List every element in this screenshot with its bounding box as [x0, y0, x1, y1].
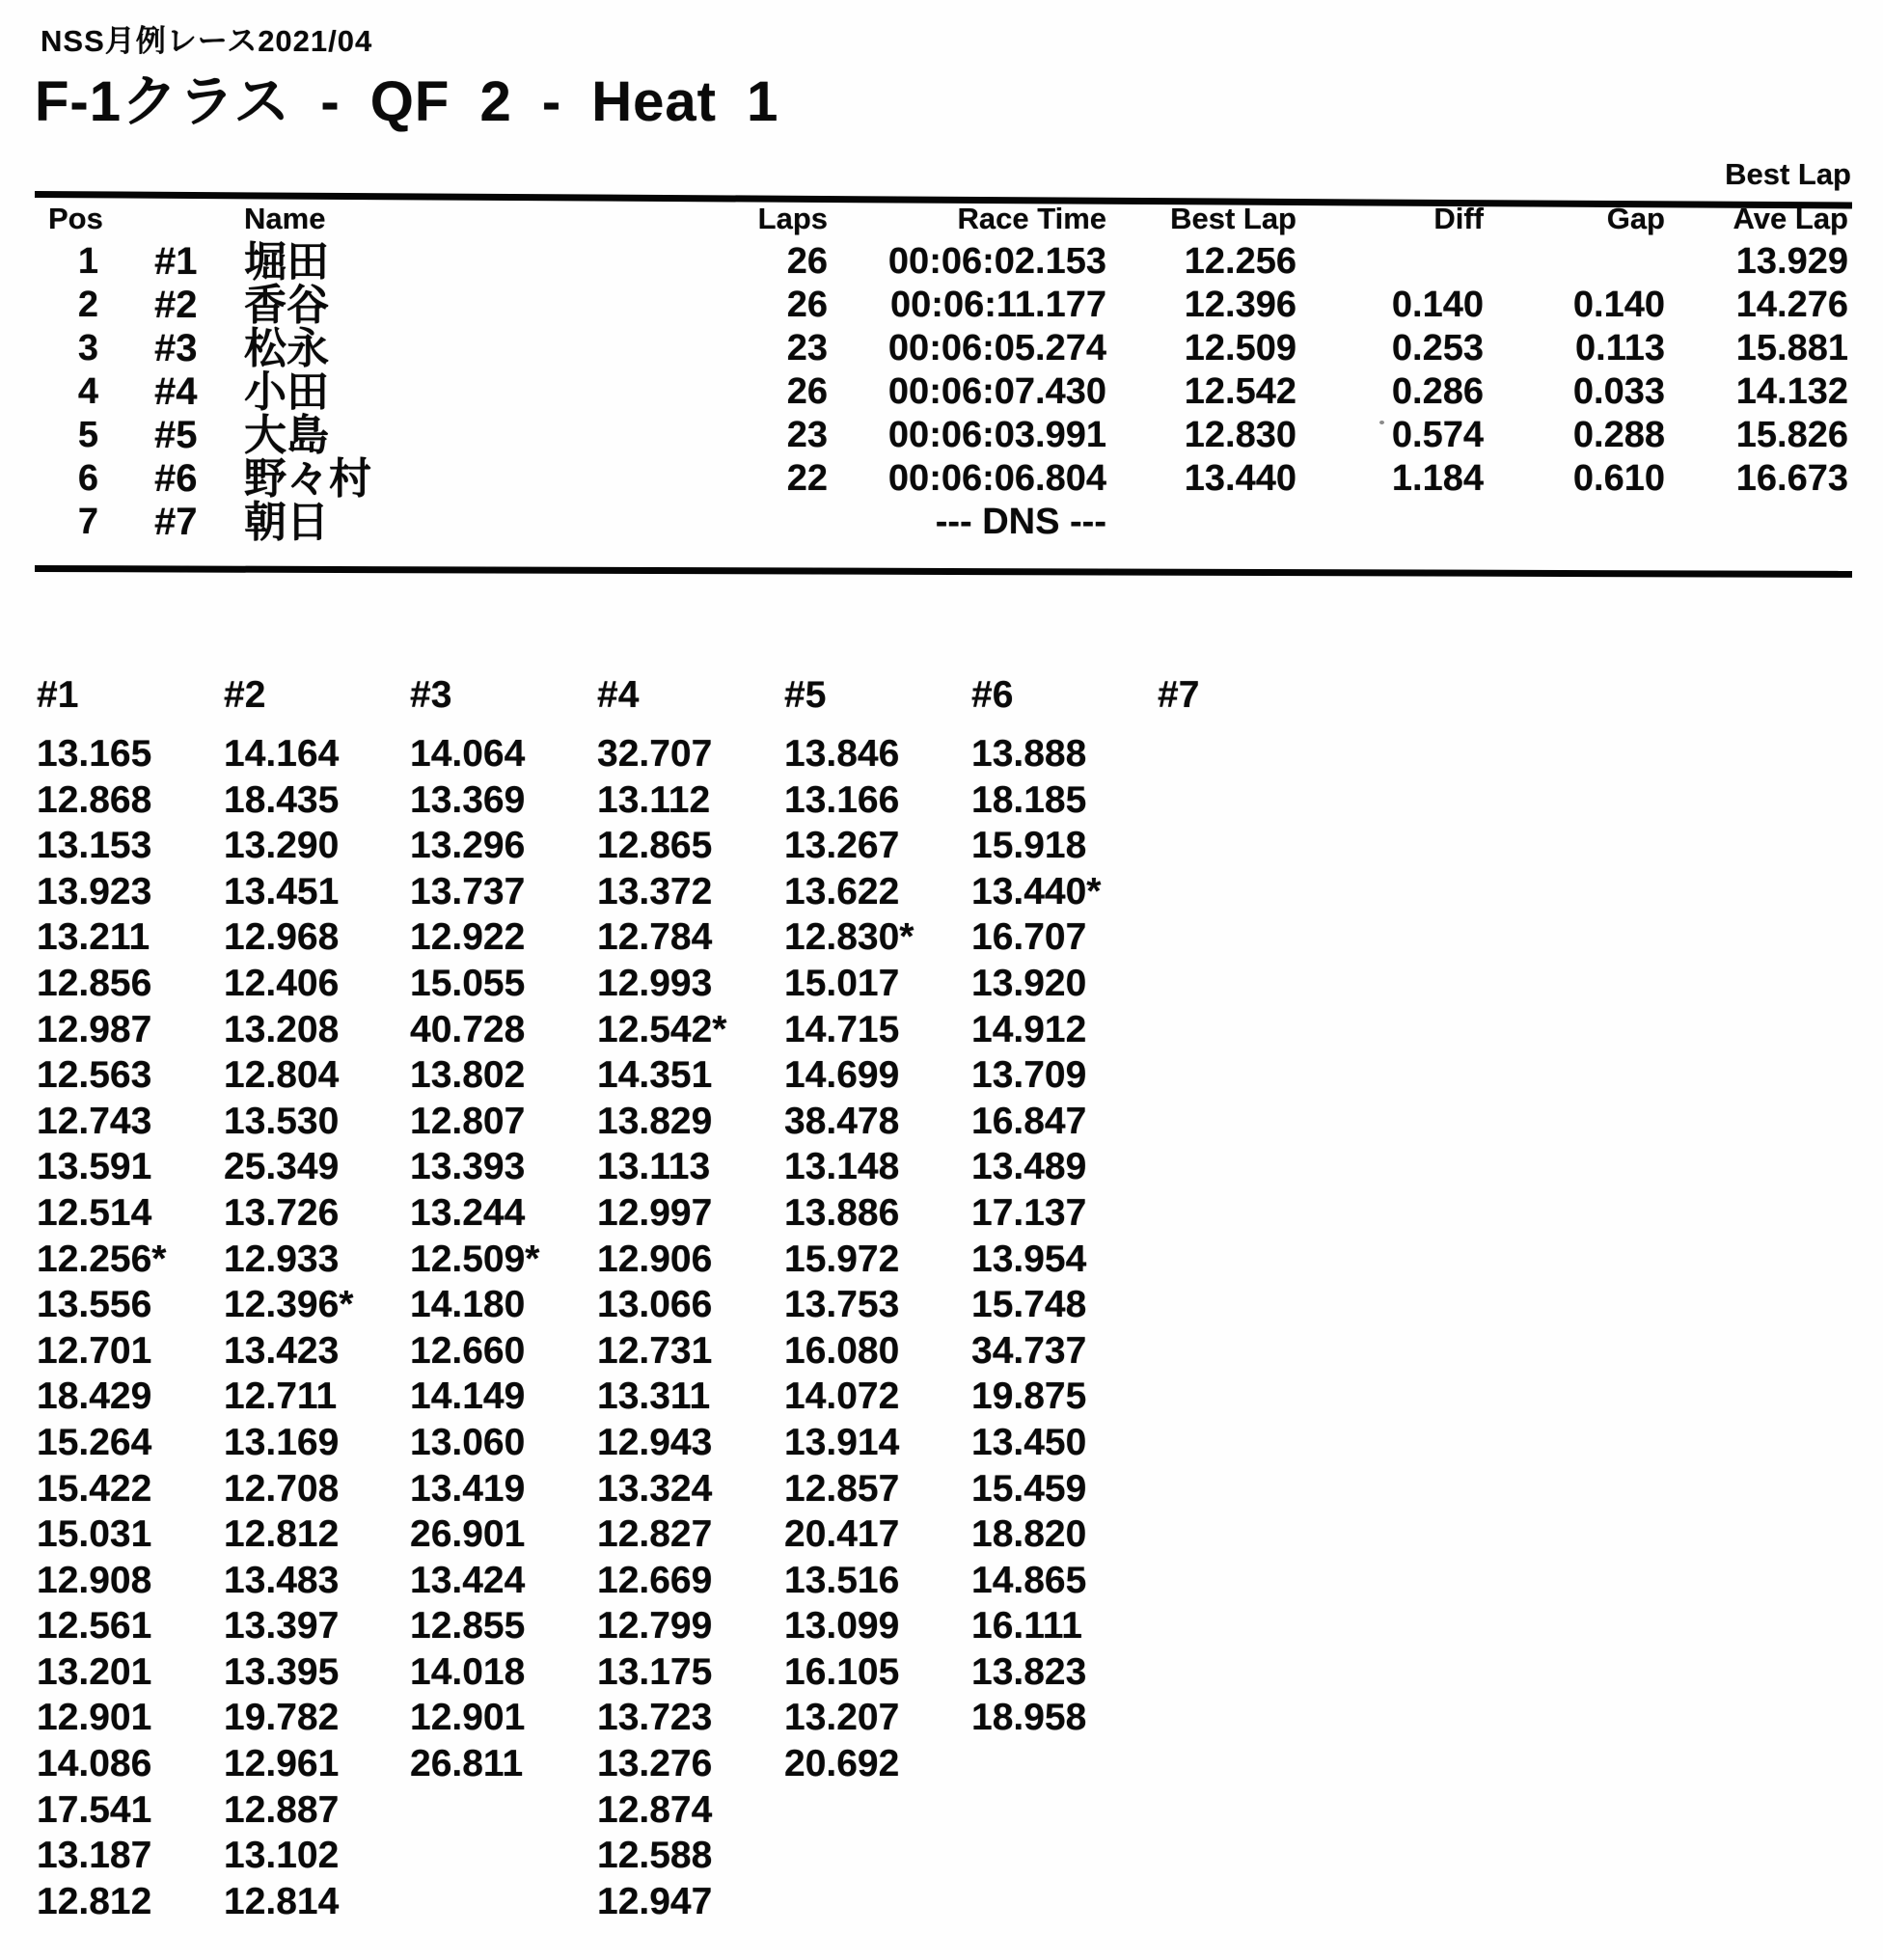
lap-time: 13.450 [971, 1421, 1087, 1463]
cell-name: 野々村 [244, 455, 371, 503]
lap-time: 12.933 [224, 1238, 340, 1280]
lap-time: 40.728 [410, 1008, 526, 1050]
lap-time: 13.395 [224, 1650, 340, 1693]
lap-time: 12.961 [224, 1743, 340, 1785]
lap-time: 18.435 [224, 778, 340, 821]
lap-time: 12.509* [410, 1238, 540, 1280]
lap-time: 12.968 [224, 916, 340, 959]
lap-time: 16.707 [971, 916, 1087, 959]
col-header-pos: Pos [48, 202, 103, 235]
lap-time: 15.918 [971, 825, 1087, 867]
event-title: NSS月例レース2021/04 [41, 24, 373, 58]
lap-time: 13.267 [784, 825, 900, 867]
lap-time: 12.743 [37, 1100, 152, 1142]
lap-time: 15.017 [784, 962, 900, 1004]
lap-time: 13.311 [597, 1375, 711, 1418]
lap-time: 20.692 [784, 1743, 900, 1785]
lap-time: 13.393 [410, 1146, 526, 1188]
lap-time: 18.429 [37, 1375, 152, 1418]
lap-time: 12.947 [597, 1880, 713, 1922]
cell-best-lap: 12.256 [1184, 241, 1296, 282]
cell-car: #3 [154, 327, 198, 369]
cell-pos: 3 [77, 328, 98, 368]
lap-time: 12.406 [224, 962, 340, 1004]
lap-time: 13.208 [224, 1008, 340, 1050]
lap-time: 12.812 [37, 1880, 152, 1922]
lap-time: 13.148 [784, 1146, 900, 1188]
lap-time: 32.707 [597, 733, 713, 775]
cell-pos: 7 [77, 502, 98, 542]
lap-time: 15.055 [410, 962, 526, 1004]
col-header-name: Name [244, 202, 326, 235]
lap-column-6 [971, 673, 1155, 1741]
lap-time: 26.811 [410, 1743, 524, 1785]
lap-time: 13.296 [410, 825, 526, 867]
lap-time: 13.113 [597, 1146, 711, 1188]
results-table-header [0, 199, 1883, 239]
lap-time: 12.812 [224, 1513, 340, 1556]
cell-race-time: 00:06:03.991 [887, 415, 1106, 455]
lap-time: 13.888 [971, 733, 1087, 775]
lap-time: 13.060 [410, 1421, 526, 1463]
result-row [0, 240, 1883, 284]
lap-time: 13.954 [971, 1238, 1087, 1280]
lap-time: 14.072 [784, 1375, 900, 1418]
cell-name: 香谷 [244, 282, 329, 329]
lap-time: 12.711 [224, 1375, 338, 1418]
cell-ave-lap: 15.826 [1735, 415, 1848, 455]
col-header-best-lap: Best Lap [1170, 202, 1296, 235]
lap-time: 15.031 [37, 1513, 152, 1556]
lap-time: 38.478 [784, 1100, 900, 1142]
lap-time: 12.542* [597, 1008, 727, 1050]
cell-laps: 26 [786, 241, 828, 282]
cell-race-time: 00:06:05.274 [887, 328, 1106, 368]
lap-time: 25.349 [224, 1146, 340, 1188]
cell-race-time: 00:06:06.804 [887, 458, 1106, 499]
lap-time: 14.180 [410, 1284, 526, 1326]
lap-time: 12.256* [37, 1238, 167, 1280]
lap-time: 13.244 [410, 1191, 526, 1234]
cell-pos: 1 [77, 241, 98, 282]
cell-best-lap: 12.542 [1184, 371, 1296, 412]
lap-time: 13.829 [597, 1100, 713, 1142]
lap-time: 13.726 [224, 1191, 340, 1234]
heat-title: F-1クラス - QF 2 - Heat 1 [35, 70, 779, 133]
cell-gap: 0.140 [1572, 285, 1665, 325]
lap-time: 14.351 [597, 1054, 713, 1097]
lap-time: 13.424 [410, 1559, 526, 1601]
lap-time: 13.737 [410, 870, 526, 912]
cell-laps: 26 [786, 371, 828, 412]
lap-time: 16.847 [971, 1100, 1087, 1142]
lap-time: 13.923 [37, 870, 152, 912]
lap-time: 14.086 [37, 1743, 152, 1785]
lap-time: 14.149 [410, 1375, 526, 1418]
cell-pos: 6 [77, 458, 98, 499]
lap-time: 15.459 [971, 1467, 1087, 1510]
lap-time: 12.987 [37, 1008, 152, 1050]
lap-time: 13.166 [784, 778, 900, 821]
lap-time: 13.914 [784, 1421, 900, 1463]
lap-time: 12.514 [37, 1191, 152, 1234]
lap-time: 18.820 [971, 1513, 1087, 1556]
lap-time: 12.669 [597, 1559, 713, 1601]
lap-time: 13.369 [410, 778, 526, 821]
lap-time: 12.396* [224, 1284, 354, 1326]
cell-gap: 0.113 [1575, 328, 1665, 368]
lap-time: 13.622 [784, 870, 900, 912]
lap-time: 13.823 [971, 1650, 1087, 1693]
lap-time: 13.920 [971, 962, 1087, 1004]
cell-best-lap: 12.509 [1184, 328, 1296, 368]
col-header-ave-lap: Ave Lap [1733, 202, 1848, 235]
lap-time: 26.901 [410, 1513, 526, 1556]
col-header-race-time: Race Time [957, 202, 1106, 235]
lap-column-1 [37, 673, 220, 1924]
lap-column-header: #3 [410, 674, 452, 716]
cell-laps: 23 [786, 415, 828, 455]
lap-time: 12.827 [597, 1513, 713, 1556]
cell-race-time: 00:06:11.177 [890, 285, 1106, 325]
lap-time: 13.440* [971, 870, 1102, 912]
cell-car: #4 [154, 370, 198, 413]
lap-time: 16.111 [971, 1605, 1082, 1647]
cell-car: #6 [154, 457, 198, 500]
result-row [0, 370, 1883, 414]
cell-pos: 4 [77, 371, 98, 412]
cell-name: 松永 [244, 325, 329, 372]
lap-time: 12.993 [597, 962, 713, 1004]
cell-ave-lap: 14.276 [1735, 285, 1848, 325]
lap-time: 15.972 [784, 1238, 900, 1280]
cell-diff: 0.253 [1391, 328, 1484, 368]
lap-time: 12.865 [597, 825, 713, 867]
cell-best-lap: 13.440 [1184, 458, 1296, 499]
cell-gap: 0.033 [1572, 371, 1665, 412]
result-row [0, 327, 1883, 370]
lap-time: 13.207 [784, 1697, 900, 1739]
cell-laps: 22 [786, 458, 828, 499]
lap-column-header: #6 [971, 674, 1014, 716]
lap-time: 13.324 [597, 1467, 713, 1510]
lap-time: 13.175 [597, 1650, 713, 1693]
lap-column-2 [224, 673, 407, 1924]
lap-time: 16.105 [784, 1650, 900, 1693]
lap-time: 13.397 [224, 1605, 340, 1647]
cell-best-lap: 12.396 [1184, 285, 1296, 325]
lap-time: 13.290 [224, 825, 340, 867]
cell-diff: 1.184 [1391, 458, 1484, 499]
cell-car: #7 [154, 501, 198, 543]
cell-pos: 2 [77, 285, 98, 325]
lap-time: 15.748 [971, 1284, 1087, 1326]
lap-time: 15.422 [37, 1467, 152, 1510]
lap-time: 12.701 [37, 1329, 152, 1372]
lap-time: 12.943 [597, 1421, 713, 1463]
cell-name: 小田 [244, 368, 329, 416]
lap-time: 12.563 [37, 1054, 152, 1097]
lap-time: 13.112 [597, 778, 711, 821]
lap-time: 13.423 [224, 1329, 340, 1372]
cell-gap: 0.610 [1572, 458, 1665, 499]
lap-time: 14.018 [410, 1650, 526, 1693]
lap-time: 13.556 [37, 1284, 152, 1326]
lap-time: 14.912 [971, 1008, 1087, 1050]
lap-column-7 [1158, 673, 1341, 731]
lap-time: 13.372 [597, 870, 713, 912]
cell-race-time: 00:06:07.430 [887, 371, 1106, 412]
lap-time: 20.417 [784, 1513, 900, 1556]
lap-time: 13.886 [784, 1191, 900, 1234]
lap-time: 12.561 [37, 1605, 152, 1647]
lap-time: 14.865 [971, 1559, 1087, 1601]
cell-ave-lap: 15.881 [1735, 328, 1848, 368]
result-row [0, 284, 1883, 327]
lap-time: 12.887 [224, 1788, 340, 1831]
lap-time: 15.264 [37, 1421, 152, 1463]
lap-time: 12.807 [410, 1100, 526, 1142]
lap-column-5 [784, 673, 968, 1787]
lap-time: 12.997 [597, 1191, 713, 1234]
cell-ave-lap: 16.673 [1735, 458, 1848, 499]
lap-time: 12.856 [37, 962, 152, 1004]
lap-time: 13.723 [597, 1697, 713, 1739]
lap-time: 14.699 [784, 1054, 900, 1097]
lap-time: 18.958 [971, 1697, 1087, 1739]
lap-column-header: #5 [784, 674, 827, 716]
scan-artifact-dot [1379, 421, 1384, 424]
lap-time: 12.588 [597, 1835, 713, 1877]
result-row [0, 457, 1883, 501]
cell-diff: 0.140 [1391, 285, 1484, 325]
lap-column-header: #2 [224, 674, 266, 716]
cell-name: 大島 [244, 412, 329, 459]
lap-column-header: #1 [37, 674, 79, 716]
cell-ave-lap: 13.929 [1735, 241, 1848, 282]
lap-time: 12.874 [597, 1788, 713, 1831]
lap-time: 13.709 [971, 1054, 1087, 1097]
cell-race-time: 00:06:02.153 [887, 241, 1106, 282]
lap-time: 14.715 [784, 1008, 900, 1050]
lap-time: 12.901 [37, 1697, 152, 1739]
cell-diff: 0.286 [1391, 371, 1484, 412]
bottom-divider [35, 565, 1852, 578]
cell-name: 朝日 [244, 499, 329, 546]
lap-time: 13.451 [224, 870, 340, 912]
cell-race-time: --- DNS --- [935, 502, 1106, 542]
lap-time: 13.846 [784, 733, 900, 775]
lap-time: 13.201 [37, 1650, 152, 1693]
cell-laps: 26 [786, 285, 828, 325]
lap-time: 12.731 [597, 1329, 713, 1372]
cell-laps: 23 [786, 328, 828, 368]
col-header-gap: Gap [1606, 202, 1665, 235]
lap-column-3 [410, 673, 593, 1787]
lap-column-header: #4 [597, 674, 640, 716]
lap-time: 13.066 [597, 1284, 713, 1326]
lap-time: 19.875 [971, 1375, 1087, 1418]
lap-time: 13.591 [37, 1146, 152, 1188]
lap-time: 13.276 [597, 1743, 713, 1785]
lap-time: 13.516 [784, 1559, 900, 1601]
lap-time: 13.211 [37, 916, 150, 959]
cell-car: #5 [154, 414, 198, 456]
lap-time: 17.137 [971, 1191, 1087, 1234]
lap-time: 18.185 [971, 778, 1087, 821]
lap-time: 12.814 [224, 1880, 340, 1922]
cell-diff: 0.574 [1391, 415, 1484, 455]
lap-time: 34.737 [971, 1329, 1087, 1372]
col-header-diff: Diff [1433, 202, 1484, 235]
lap-time: 12.857 [784, 1467, 900, 1510]
lap-time: 13.102 [224, 1835, 340, 1877]
lap-time: 12.868 [37, 778, 152, 821]
lap-time: 13.169 [224, 1421, 340, 1463]
lap-column-header: #7 [1158, 674, 1200, 716]
cell-name: 堀田 [244, 238, 329, 286]
lap-time: 12.804 [224, 1054, 340, 1097]
lap-time: 12.922 [410, 916, 526, 959]
lap-time: 12.906 [597, 1238, 713, 1280]
lap-time: 13.489 [971, 1146, 1087, 1188]
cell-car: #2 [154, 284, 198, 326]
lap-time: 13.802 [410, 1054, 526, 1097]
lap-time: 13.165 [37, 733, 152, 775]
result-row [0, 414, 1883, 457]
cell-car: #1 [154, 240, 198, 283]
lap-time: 12.799 [597, 1605, 713, 1647]
lap-time: 14.164 [224, 733, 340, 775]
lap-time: 13.483 [224, 1559, 340, 1601]
lap-time: 13.099 [784, 1605, 900, 1647]
cell-gap: 0.288 [1572, 415, 1665, 455]
col-header-laps: Laps [757, 202, 828, 235]
lap-time: 12.901 [410, 1697, 526, 1739]
lap-time: 12.855 [410, 1605, 526, 1647]
lap-column-4 [597, 673, 780, 1924]
best-lap-corner-label: Best Lap [1725, 157, 1851, 191]
lap-time: 12.908 [37, 1559, 152, 1601]
cell-ave-lap: 14.132 [1735, 371, 1848, 412]
lap-time: 13.419 [410, 1467, 526, 1510]
lap-time: 13.187 [37, 1835, 152, 1877]
lap-time: 12.830* [784, 916, 914, 959]
lap-time: 14.064 [410, 733, 526, 775]
lap-time: 17.541 [37, 1788, 152, 1831]
lap-time: 12.784 [597, 916, 713, 959]
cell-pos: 5 [77, 415, 98, 455]
lap-time: 13.753 [784, 1284, 900, 1326]
lap-time: 19.782 [224, 1697, 340, 1739]
result-row [0, 501, 1883, 544]
lap-time: 12.708 [224, 1467, 340, 1510]
lap-time: 16.080 [784, 1329, 900, 1372]
cell-best-lap: 12.830 [1184, 415, 1296, 455]
lap-time: 13.153 [37, 825, 152, 867]
lap-time: 13.530 [224, 1100, 340, 1142]
lap-time: 12.660 [410, 1329, 526, 1372]
